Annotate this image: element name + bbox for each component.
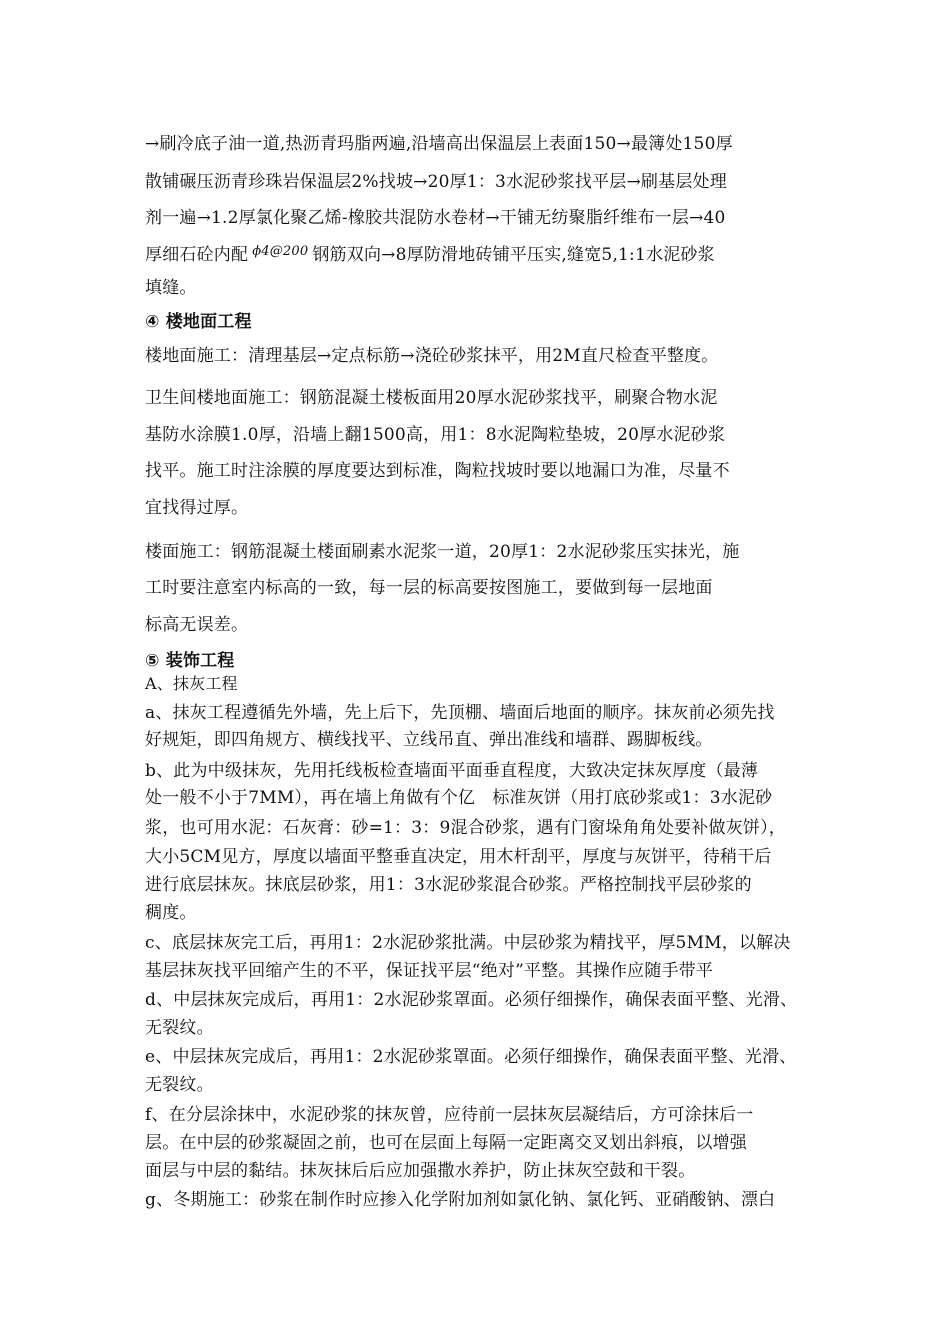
- text-line: 无裂纹。: [145, 1075, 214, 1095]
- text-line: b、此为中级抹灰，先用托线板检查墙面平面垂直程度，大致决定抹灰厚度（最薄: [145, 761, 759, 781]
- text-line: 层。在中层的砂浆凝固之前，也可在层面上每隔一定距离交叉划出斜痕，以增强: [145, 1133, 747, 1153]
- text-line: 浆，也可用水泥：石灰膏：砂=1：3：9混合砂浆，遇有门窗垛角角处要补做灰饼），: [145, 818, 786, 838]
- text-segment: 钢筋双向→8厚防滑地砖铺平压实,缝宽5,1:1水泥砂浆: [312, 245, 715, 265]
- text-line: a、抹灰工程遵循先外墙，先上后下，先顶棚、墙面后地面的顺序。抹灰前必须先找: [145, 703, 775, 723]
- text-line: 稠度。: [145, 903, 197, 923]
- text-line: 找平。施工时注涂膜的厚度要达到标准，陶粒找坡时要以地漏口为准，尽量不: [145, 461, 730, 481]
- text-line: 好规矩，即四角规方、横线找平、立线吊直、弹出准线和墙群、踢脚板线。: [145, 730, 713, 750]
- text-line: 楼面施工：钢筋混凝土楼面刷素水泥浆一道，20厚1：2水泥砂浆压实抹光，施: [145, 542, 740, 562]
- text-line: →刷冷底子油一道,热沥青玛脂两遍,沿墙高出保温层上表面150→最簿处150厚: [145, 134, 733, 154]
- text-line: 大小5CM见方，厚度以墙面平整垂直决定，用木杆刮平，厚度与灰饼平，待稍干后: [145, 847, 772, 867]
- text-line: 基层抹灰找平回缩产生的不平，保证找平层“绝对”平整。其操作应随手带平: [145, 961, 714, 981]
- text-line: 卫生间楼地面施工：钢筋混凝土楼板面用20厚水泥砂浆找平，刷聚合物水泥: [145, 388, 718, 408]
- text-line: f、在分层涂抹中，水泥砂浆的抹灰曾，应待前一层抹灰层凝结后，方可涂抹后一: [145, 1105, 754, 1125]
- rebar-spec-symbol: ϕ4@200: [252, 244, 309, 259]
- text-line: d、中层抹灰完成后，再用1：2水泥砂浆罩面。必须仔细操作，确保表面平整、光滑、: [145, 990, 798, 1010]
- text-line: c、底层抹灰完工后，再用1：2水泥砂浆批满。中层砂浆为精找平，厚5MM，以解决: [145, 933, 791, 953]
- text-line: g、冬期施工：砂浆在制作时应掺入化学附加剂如氯化钠、氯化钙、亚硝酸钠、漂白: [145, 1190, 776, 1210]
- section-heading: ⑤ 装饰工程: [145, 651, 235, 671]
- text-line-with-formula: [145, 241, 715, 266]
- text-line: 宜找得过厚。: [145, 498, 249, 518]
- subsection-heading: A、抹灰工程: [145, 674, 238, 693]
- text-line: 散铺碾压沥青珍珠岩保温层2%找坡→20厚1：3水泥砂浆找平层→刷基层处理: [145, 172, 727, 192]
- text-line: 进行底层抹灰。抹底层砂浆，用1：3水泥砂浆混合砂浆。严格控制找平层砂浆的: [145, 875, 752, 895]
- text-line: 无裂纹。: [145, 1018, 214, 1038]
- text-line: 工时要注意室内标高的一致，每一层的标高要按图施工，要做到每一层地面: [145, 578, 713, 598]
- text-line: 基防水涂膜1.0厚，沿墙上翻1500高，用1：8水泥陶粒垫坡，20厚水泥砂浆: [145, 425, 726, 445]
- text-segment: 厚细石砼内配: [145, 245, 249, 265]
- text-line: 面层与中层的黏结。抹灰抹后后应加强撒水养护，防止抹灰空鼓和干裂。: [145, 1161, 696, 1181]
- text-line: 处一般不小于7MM），再在墙上角做有个亿 标准灰饼（用打底砂浆或1：3水泥砂: [145, 788, 773, 808]
- text-line: 填缝。: [145, 278, 197, 298]
- text-line: 楼地面施工：清理基层→定点标筋→浇砼砂浆抹平，用2M直尺检查平整度。: [145, 346, 719, 366]
- text-line: 标高无误差。: [145, 615, 249, 635]
- text-line: 剂一遍→1.2厚氯化聚乙烯-橡胶共混防水卷材→干铺无纺聚脂纤维布一层→40: [145, 208, 726, 228]
- text-line: e、中层抹灰完成后，再用1：2水泥砂浆罩面。必须仔细操作，确保表面平整、光滑、: [145, 1047, 797, 1067]
- section-heading: ④ 楼地面工程: [145, 312, 252, 332]
